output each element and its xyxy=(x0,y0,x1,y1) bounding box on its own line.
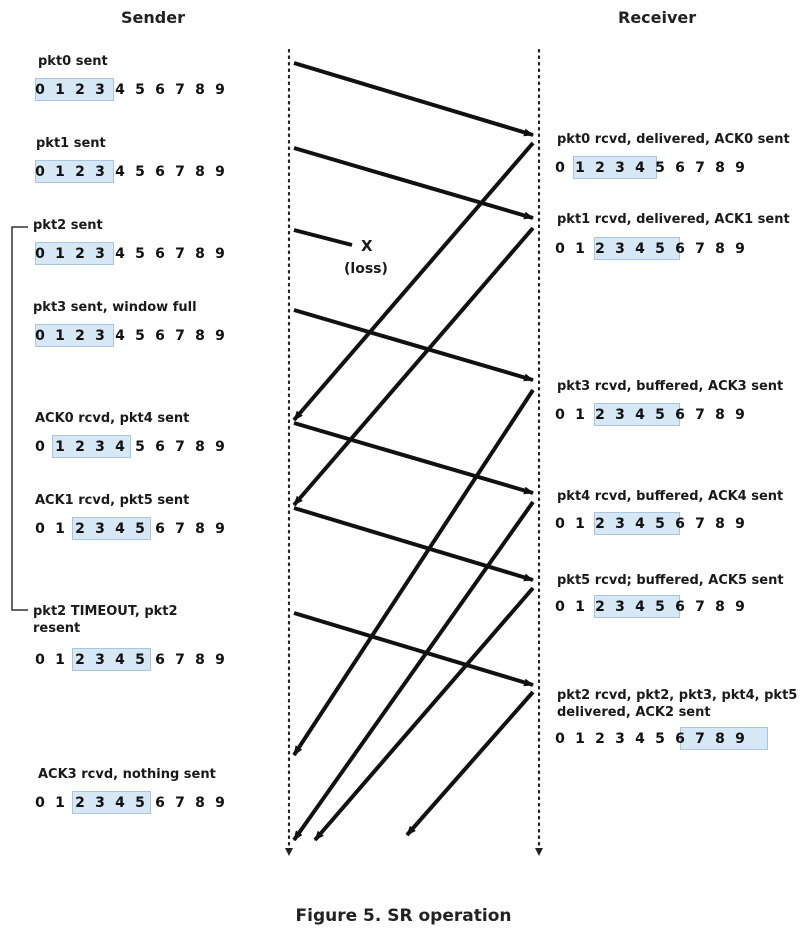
seq-number: 1 xyxy=(55,164,65,180)
seq-number: 6 xyxy=(155,164,165,180)
seq-number: 0 xyxy=(35,164,45,180)
receiver-event-label: pkt0 rcvd, delivered, ACK0 sent xyxy=(557,132,790,147)
seq-number: 0 xyxy=(35,795,45,811)
seq-number: 4 xyxy=(635,599,645,615)
arrow-pkt2-lost xyxy=(294,230,352,245)
seq-number: 3 xyxy=(615,160,625,176)
seq-number: 7 xyxy=(175,82,185,98)
seq-number: 9 xyxy=(735,241,745,257)
seq-number: 3 xyxy=(615,241,625,257)
arrow-ack5 xyxy=(315,588,533,840)
seq-number: 4 xyxy=(115,652,125,668)
seq-number: 2 xyxy=(75,164,85,180)
seq-number: 6 xyxy=(675,160,685,176)
loss-mark: X xyxy=(361,237,373,255)
sender-event-label: pkt2 TIMEOUT, pkt2 resent xyxy=(33,604,178,636)
seq-number: 5 xyxy=(135,82,145,98)
seq-number: 8 xyxy=(195,82,205,98)
sender-event-label: ACK0 rcvd, pkt4 sent xyxy=(35,411,190,426)
seq-number: 1 xyxy=(575,516,585,532)
seq-number: 7 xyxy=(175,246,185,262)
receiver-timeline-end xyxy=(535,848,543,856)
seq-number: 1 xyxy=(55,439,65,455)
seq-number: 7 xyxy=(695,731,705,747)
seq-number: 0 xyxy=(35,521,45,537)
receiver-event-label: pkt5 rcvd; buffered, ACK5 sent xyxy=(557,573,784,588)
seq-number: 2 xyxy=(75,439,85,455)
seq-number: 3 xyxy=(95,652,105,668)
seq-number: 0 xyxy=(35,246,45,262)
seq-number: 8 xyxy=(715,731,725,747)
seq-number: 6 xyxy=(155,439,165,455)
receiver-seq xyxy=(550,156,750,180)
seq-number: 5 xyxy=(655,241,665,257)
seq-number: 1 xyxy=(575,407,585,423)
seq-number: 6 xyxy=(155,82,165,98)
receiver-event-label: pkt4 rcvd, buffered, ACK4 sent xyxy=(557,489,784,504)
seq-number: 0 xyxy=(35,439,45,455)
seq-number: 3 xyxy=(615,516,625,532)
seq-number: 5 xyxy=(135,652,145,668)
seq-number: 5 xyxy=(135,521,145,537)
sender-header: Sender xyxy=(121,8,185,27)
seq-number: 0 xyxy=(35,328,45,344)
sender-seq xyxy=(30,78,230,102)
seq-number: 6 xyxy=(155,328,165,344)
sender-seq xyxy=(30,160,230,184)
seq-number: 9 xyxy=(215,439,225,455)
seq-number: 7 xyxy=(175,652,185,668)
seq-number: 4 xyxy=(115,82,125,98)
receiver-event-label: pkt2 rcvd, pkt2, pkt3, pkt4, pkt5 delivered, ACK2 sent xyxy=(557,688,798,720)
sender-seq xyxy=(30,791,230,815)
seq-number: 8 xyxy=(195,246,205,262)
arrow-pkt4 xyxy=(294,423,533,493)
sender-seq xyxy=(30,517,230,541)
seq-number: 8 xyxy=(195,164,205,180)
seq-number: 1 xyxy=(55,652,65,668)
seq-number: 4 xyxy=(635,160,645,176)
seq-number: 9 xyxy=(735,731,745,747)
sender-seq xyxy=(30,648,230,672)
seq-number: 8 xyxy=(715,241,725,257)
seq-number: 9 xyxy=(215,795,225,811)
receiver-seq xyxy=(550,237,750,261)
seq-number: 1 xyxy=(575,160,585,176)
seq-number: 2 xyxy=(595,407,605,423)
seq-number: 0 xyxy=(555,731,565,747)
seq-number: 1 xyxy=(575,731,585,747)
seq-number: 3 xyxy=(95,82,105,98)
seq-number: 3 xyxy=(95,328,105,344)
arrow-ack4 xyxy=(294,502,533,840)
seq-number: 7 xyxy=(175,795,185,811)
seq-number: 5 xyxy=(655,160,665,176)
arrow-ack1 xyxy=(294,228,533,505)
seq-number: 8 xyxy=(715,160,725,176)
seq-number: 0 xyxy=(35,82,45,98)
seq-number: 9 xyxy=(215,82,225,98)
receiver-seq xyxy=(550,727,750,751)
seq-number: 7 xyxy=(695,516,705,532)
seq-number: 3 xyxy=(95,246,105,262)
seq-number: 6 xyxy=(675,599,685,615)
seq-number: 7 xyxy=(175,521,185,537)
seq-number: 2 xyxy=(75,521,85,537)
seq-number: 2 xyxy=(75,652,85,668)
seq-number: 0 xyxy=(555,516,565,532)
seq-number: 5 xyxy=(655,407,665,423)
seq-number: 8 xyxy=(195,328,205,344)
seq-number: 7 xyxy=(695,160,705,176)
sender-timeline-end xyxy=(285,848,293,856)
seq-number: 6 xyxy=(675,516,685,532)
seq-number: 4 xyxy=(115,795,125,811)
seq-number: 4 xyxy=(115,439,125,455)
seq-number: 8 xyxy=(715,516,725,532)
seq-number: 0 xyxy=(555,599,565,615)
seq-number: 0 xyxy=(555,160,565,176)
seq-number: 4 xyxy=(115,246,125,262)
seq-number: 6 xyxy=(155,521,165,537)
seq-number: 4 xyxy=(635,516,645,532)
seq-number: 1 xyxy=(55,795,65,811)
seq-number: 7 xyxy=(175,164,185,180)
seq-number: 7 xyxy=(695,241,705,257)
seq-number: 7 xyxy=(175,439,185,455)
seq-number: 1 xyxy=(575,241,585,257)
seq-number: 4 xyxy=(635,407,645,423)
timeout-bracket xyxy=(12,227,28,610)
seq-number: 0 xyxy=(555,407,565,423)
seq-number: 8 xyxy=(195,439,205,455)
seq-number: 5 xyxy=(135,328,145,344)
sender-event-label: ACK1 rcvd, pkt5 sent xyxy=(35,493,190,508)
sender-seq xyxy=(30,324,230,348)
sender-event-label: pkt3 sent, window full xyxy=(33,300,197,315)
seq-number: 8 xyxy=(195,795,205,811)
seq-number: 5 xyxy=(135,164,145,180)
seq-number: 2 xyxy=(595,160,605,176)
receiver-seq xyxy=(550,403,750,427)
seq-number: 6 xyxy=(155,795,165,811)
seq-number: 1 xyxy=(55,328,65,344)
seq-number: 2 xyxy=(595,731,605,747)
sender-event-label: ACK3 rcvd, nothing sent xyxy=(38,767,216,782)
receiver-event-label: pkt1 rcvd, delivered, ACK1 sent xyxy=(557,212,790,227)
seq-number: 2 xyxy=(595,516,605,532)
receiver-seq xyxy=(550,595,750,619)
seq-number: 3 xyxy=(95,795,105,811)
seq-number: 8 xyxy=(195,521,205,537)
seq-number: 5 xyxy=(655,516,665,532)
seq-number: 9 xyxy=(735,160,745,176)
seq-number: 6 xyxy=(675,241,685,257)
seq-number: 4 xyxy=(115,328,125,344)
seq-number: 3 xyxy=(615,599,625,615)
seq-number: 1 xyxy=(55,521,65,537)
seq-number: 5 xyxy=(135,439,145,455)
seq-number: 8 xyxy=(195,652,205,668)
seq-number: 6 xyxy=(155,246,165,262)
seq-number: 6 xyxy=(675,407,685,423)
seq-number: 4 xyxy=(635,241,645,257)
seq-number: 7 xyxy=(695,407,705,423)
seq-number: 3 xyxy=(95,521,105,537)
seq-number: 5 xyxy=(135,795,145,811)
seq-number: 2 xyxy=(75,795,85,811)
seq-number: 2 xyxy=(595,241,605,257)
sender-event-label: pkt0 sent xyxy=(38,54,108,69)
seq-number: 9 xyxy=(215,164,225,180)
seq-number: 5 xyxy=(135,246,145,262)
sender-seq xyxy=(30,435,230,459)
seq-number: 4 xyxy=(115,164,125,180)
seq-number: 0 xyxy=(555,241,565,257)
arrow-ack3 xyxy=(294,390,533,755)
sender-seq xyxy=(30,242,230,266)
figure-caption: Figure 5. SR operation xyxy=(295,906,512,926)
seq-number: 9 xyxy=(215,652,225,668)
seq-number: 2 xyxy=(75,328,85,344)
arrow-pkt0 xyxy=(294,63,533,135)
seq-number: 9 xyxy=(215,521,225,537)
seq-number: 3 xyxy=(95,164,105,180)
seq-number: 4 xyxy=(635,731,645,747)
seq-number: 9 xyxy=(215,328,225,344)
seq-number: 9 xyxy=(735,599,745,615)
seq-number: 1 xyxy=(575,599,585,615)
seq-number: 9 xyxy=(215,246,225,262)
seq-number: 9 xyxy=(735,407,745,423)
receiver-seq xyxy=(550,512,750,536)
seq-number: 2 xyxy=(595,599,605,615)
seq-number: 0 xyxy=(35,652,45,668)
seq-number: 3 xyxy=(615,731,625,747)
seq-number: 1 xyxy=(55,82,65,98)
seq-number: 1 xyxy=(55,246,65,262)
seq-number: 7 xyxy=(695,599,705,615)
seq-number: 9 xyxy=(735,516,745,532)
receiver-event-label: pkt3 rcvd, buffered, ACK3 sent xyxy=(557,379,784,394)
seq-number: 4 xyxy=(115,521,125,537)
sender-event-label: pkt2 sent xyxy=(33,218,103,233)
seq-number: 6 xyxy=(675,731,685,747)
loss-label: (loss) xyxy=(344,261,388,277)
seq-number: 6 xyxy=(155,652,165,668)
seq-number: 5 xyxy=(655,599,665,615)
seq-number: 8 xyxy=(715,599,725,615)
seq-number: 8 xyxy=(715,407,725,423)
seq-number: 3 xyxy=(95,439,105,455)
seq-number: 2 xyxy=(75,246,85,262)
sender-event-label: pkt1 sent xyxy=(36,136,106,151)
receiver-header: Receiver xyxy=(618,8,697,27)
seq-number: 7 xyxy=(175,328,185,344)
seq-number: 5 xyxy=(655,731,665,747)
seq-number: 3 xyxy=(615,407,625,423)
seq-number: 2 xyxy=(75,82,85,98)
